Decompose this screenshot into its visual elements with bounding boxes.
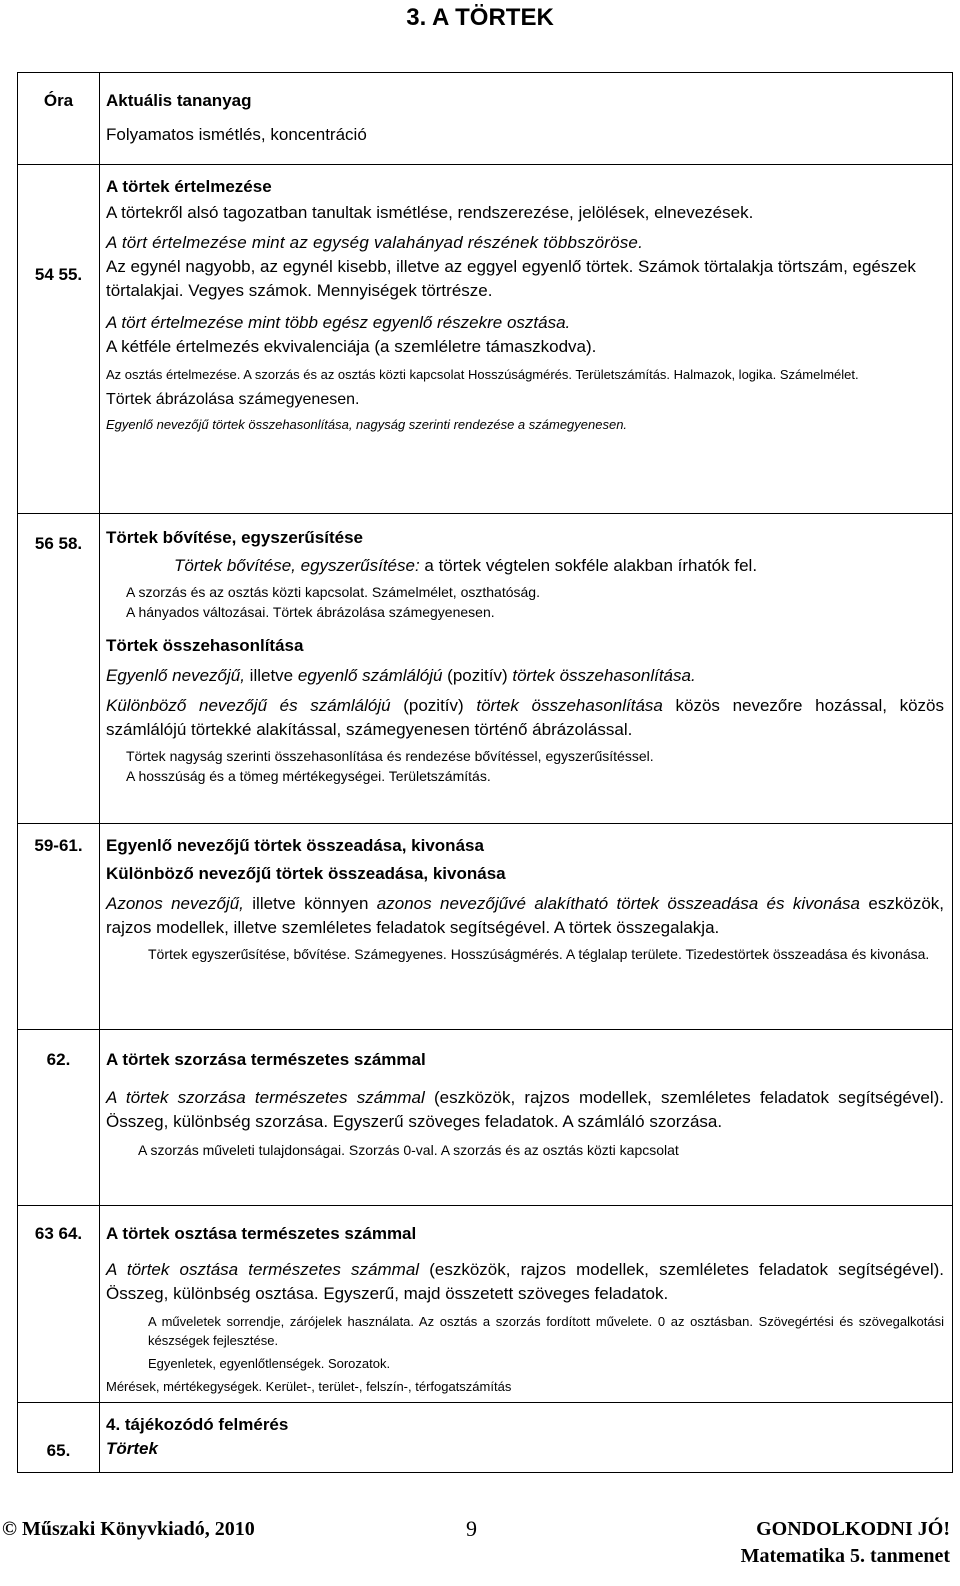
- content-italic: törtek összehasonlítása: [476, 696, 663, 715]
- content-line: Az osztás értelmezése. A szorzás és az osztás közti kapcsolat Hosszúságmérés. Területszámítás. Halmazok, logika. Számelmélet.: [106, 367, 859, 382]
- content-cell: [100, 514, 953, 824]
- row-heading: Egyenlő nevezőjű törtek összeadása, kivonása: [106, 836, 484, 855]
- content-line: Törtek ábrázolása számegyenesen.: [106, 391, 360, 408]
- table-header-row: [18, 73, 953, 165]
- page-title: 3. A TÖRTEK: [406, 4, 554, 31]
- ora-value: 56 58.: [34, 534, 83, 553]
- content-line: Az egynél nagyobb, az egynél kisebb, illetve az eggyel egyenlő törtek. Számok törtalakja törtszám, egészek törtalakjai. Vegyes számok. Mennyiségek törtrésze.: [106, 257, 916, 300]
- topic-header-label: Aktuális tananyag: [106, 91, 252, 110]
- ora-cell: [18, 514, 100, 824]
- content-italic: Különböző nevezőjű és számlálójú: [106, 696, 391, 715]
- subtopic-header-label: Folyamatos ismétlés, koncentráció: [106, 125, 367, 144]
- ora-header: [18, 73, 100, 165]
- row-heading: 4. tájékozódó felmérés: [106, 1415, 289, 1434]
- content-cell: [100, 1030, 953, 1206]
- ora-value: 63 64.: [34, 1224, 83, 1243]
- content-line: Egyenletek, egyenlőtlenségek. Sorozatok.: [148, 1356, 391, 1371]
- table-row: [18, 824, 953, 1030]
- content-line: A szorzás és az osztás közti kapcsolat. Számelmélet, oszthatóság.: [126, 584, 540, 600]
- content-line: A műveletek sorrendje, zárójelek használata. Az osztás a szorzás fordított művelete. 0 az osztásban. Szövegértési és szövegalkotási készségek fejlesztése.: [148, 1314, 944, 1348]
- footer-series-title: GONDOLKODNI JÓ!: [756, 1518, 950, 1540]
- table-row: [18, 1403, 953, 1473]
- ora-cell: [18, 1403, 100, 1473]
- ora-value: 54 55.: [34, 265, 83, 284]
- row-heading: Törtek összehasonlítása: [106, 636, 304, 655]
- table-row: [18, 165, 953, 514]
- ora-cell: [18, 1030, 100, 1206]
- content-italic: törtek összehasonlítása.: [512, 666, 696, 685]
- row-heading-italic: Törtek: [106, 1439, 158, 1458]
- content-paragraph: [106, 554, 944, 578]
- ora-header-label: Óra: [43, 91, 74, 110]
- row-heading: A törtek szorzása természetes számmal: [106, 1050, 426, 1069]
- content-cell: [100, 165, 953, 514]
- content-text: illetve könnyen: [243, 894, 377, 913]
- content-line: Mérések, mértékegységek. Kerület-, terület-, felszín-, térfogatszámítás: [106, 1379, 512, 1394]
- table-row: [18, 1206, 953, 1403]
- content-paragraph: [106, 1086, 944, 1134]
- page-footer: [0, 1518, 960, 1586]
- content-italic: A törtek osztása természetes számmal: [106, 1260, 420, 1279]
- content-text: (pozitív): [442, 666, 513, 685]
- ora-value: 65.: [46, 1441, 71, 1460]
- content-italic: Azonos nevezőjű,: [106, 894, 244, 913]
- row-heading: A törtek osztása természetes számmal: [106, 1224, 417, 1243]
- content-italic: azonos nevezőjűvé alakítható törtek összeadása és kivonása: [376, 894, 861, 913]
- footer-page-number: 9: [466, 1516, 477, 1541]
- content-text: (eszközök, rajzos modellek, szemléletes feladatok segítségével). Összeg, különbség szorzása. Egyszerű szöveges feladatok. A számláló szorzása.: [106, 1088, 944, 1131]
- content-line: A tört értelmezése mint több egész egyenlő részekre osztása.: [106, 313, 571, 332]
- row-heading: A törtek értelmezése: [106, 177, 272, 196]
- lesson-table: [17, 72, 953, 1473]
- content-italic: A törtek szorzása természetes számmal: [106, 1088, 425, 1107]
- content-line: A tört értelmezése mint az egység valahányad részének többszöröse.: [106, 233, 644, 252]
- content-text: közös nevezőre hozással, közös számlálójú törtekké alakítással, számegyenesen történő ábrázolással.: [106, 696, 945, 739]
- content-cell: [100, 824, 953, 1030]
- content-paragraph: [106, 892, 944, 940]
- content-italic: Egyenlő nevezőjű,: [106, 666, 245, 685]
- ora-value: 59-61.: [34, 836, 83, 855]
- content-line: Egyenlő nevezőjű törtek összehasonlítása, nagyság szerinti rendezése a számegyenesen.: [106, 417, 628, 432]
- content-text: (eszközök, rajzos modellek, szemléletes feladatok segítségével). Összeg, különbség osztása. Egyszerű, majd összetett szöveges feladatok.: [106, 1260, 944, 1303]
- content-italic: egyenlő számlálójú: [297, 666, 443, 685]
- content-line: A kétféle értelmezés ekvivalenciája (a szemléletre támaszkodva).: [106, 337, 597, 356]
- content-italic: Törtek bővítése, egyszerűsítése:: [174, 556, 420, 575]
- content-cell: [100, 1206, 953, 1403]
- content-paragraph: [106, 664, 944, 688]
- content-line: Törtek nagyság szerinti összehasonlítása és rendezése bővítéssel, egyszerűsítéssel.: [126, 748, 654, 764]
- row-heading: Különböző nevezőjű törtek összeadása, kivonása: [106, 864, 506, 883]
- content-line: Törtek egyszerűsítése, bővítése. Számegyenes. Hosszúságmérés. A téglalap területe. Tizedestörtek összeadása és kivonása.: [148, 946, 930, 962]
- content-line: A szorzás műveleti tulajdonságai. Szorzás 0-val. A szorzás és az osztás közti kapcsolat: [138, 1142, 679, 1158]
- content-text: eszközök, rajzos modellek, illetve szemléletes feladatok segítségével. A törtek összegalakja.: [106, 894, 944, 937]
- content-text: (pozitív): [390, 696, 477, 715]
- content-cell: [100, 1403, 953, 1473]
- content-line: A hányados változásai. Törtek ábrázolása számegyenesen.: [126, 604, 495, 620]
- topic-header: [100, 73, 953, 165]
- ora-value: 62.: [46, 1050, 71, 1069]
- content-paragraph: [106, 694, 944, 742]
- row-heading: Törtek bővítése, egyszerűsítése: [106, 528, 364, 547]
- table-row: [18, 1030, 953, 1206]
- footer-publisher: © Műszaki Könyvkiadó, 2010: [2, 1518, 255, 1540]
- content-line: A törtekről alsó tagozatban tanultak ismétlése, rendszerezése, jelölések, elnevezések.: [106, 203, 754, 222]
- content-text: illetve: [244, 666, 298, 685]
- content-text: a törtek végtelen sokféle alakban írhatók fel.: [419, 556, 758, 575]
- ora-cell: [18, 1206, 100, 1403]
- content-paragraph: [106, 1258, 944, 1306]
- footer-book-title: Matematika 5. tanmenet: [740, 1545, 950, 1567]
- ora-cell: [18, 824, 100, 1030]
- table-row: [18, 514, 953, 824]
- ora-cell: [18, 165, 100, 514]
- content-line: A hosszúság és a tömeg mértékegységei. Területszámítás.: [126, 768, 491, 784]
